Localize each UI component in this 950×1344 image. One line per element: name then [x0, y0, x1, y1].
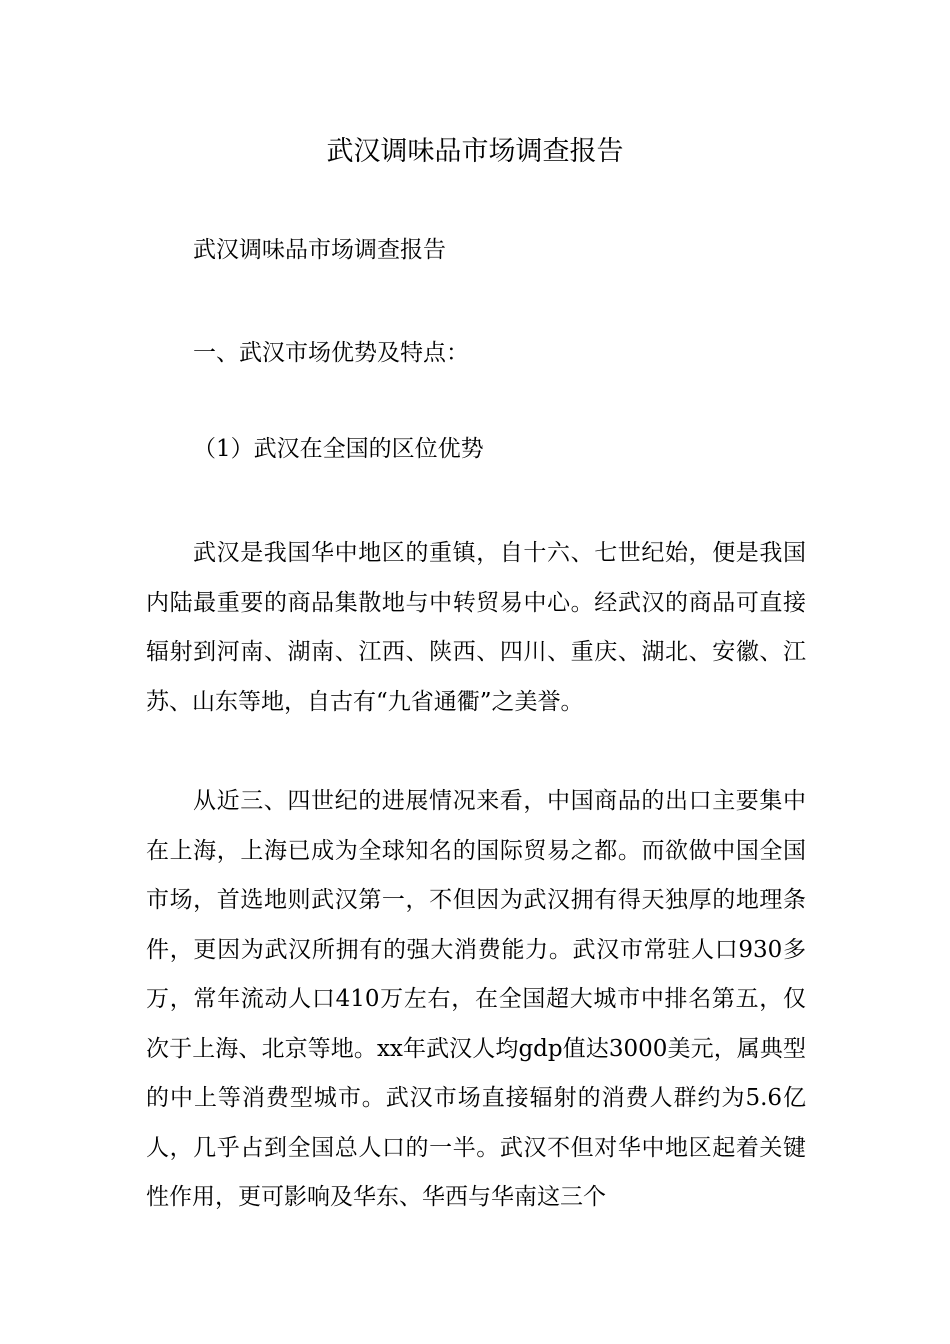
- document-title: 武汉调味品市场调查报告: [326, 136, 624, 167]
- document-subtitle: 武汉调味品市场调查报告: [193, 237, 446, 263]
- body-paragraph: 从近三、四世纪的进展情况来看，中国商品的出口主要集中在上海，上海已成为全球知名的国际贸易之都。而欲做中国全国市场，首选地则武汉第一，不但因为武汉拥有得天独厚的地理条件，更因为武汉所拥有的强大消费能力。武汉市常驻人口930多万，常年流动人口410万左右，在全国超大城市中排名第五，仅次于上海、北京等地。xx年武汉人均gdp值达3000美元，属典型的中上等消费型城市。武汉市场直接辐射的消费人群约为5.6亿人，几乎占到全国总人口的一半。武汉不但对华中地区起着关键性作用，更可影响及华东、华西与华南这三个: [146, 788, 806, 1210]
- body-paragraph: 武汉是我国华中地区的重镇，自十六、七世纪始，便是我国内陆最重要的商品集散地与中转贸易中心。经武汉的商品可直接辐射到河南、湖南、江西、陕西、四川、重庆、湖北、安徽、江苏、山东等地，自古有“九省通衢”之美誉。: [146, 540, 806, 715]
- section-heading: 一、武汉市场优势及特点：: [193, 340, 469, 366]
- subsection-heading: （1）武汉在全国的区位优势: [193, 436, 484, 462]
